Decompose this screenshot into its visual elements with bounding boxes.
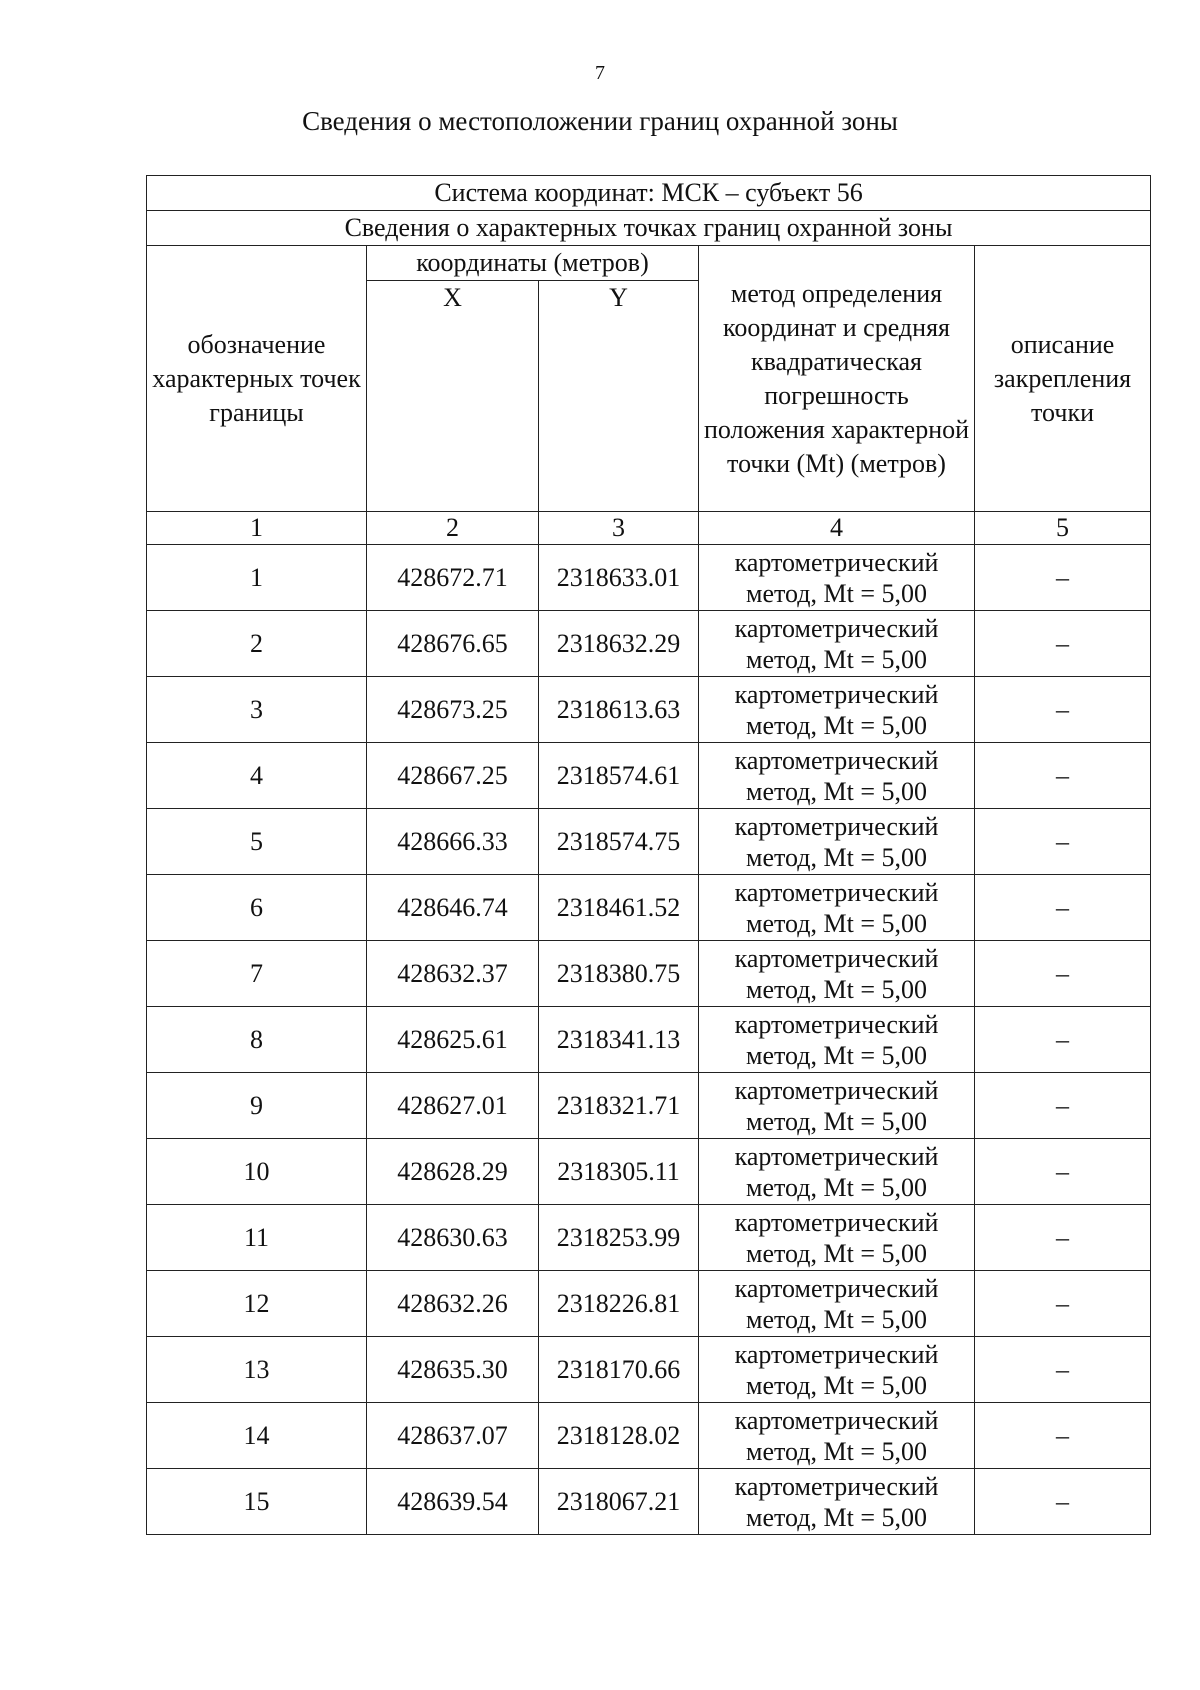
column-number: 3 <box>539 512 699 545</box>
description-cell: – <box>975 809 1151 875</box>
table-row <box>147 1337 1151 1403</box>
coordinate-system-row: Система координат: МСК – субъект 56 <box>147 176 1151 211</box>
table-row <box>147 1205 1151 1271</box>
coord-x-cell: 428635.30 <box>367 1337 539 1403</box>
method-cell <box>699 1205 975 1271</box>
method-line-2: метод, Mt = 5,00 <box>746 1304 927 1334</box>
coord-y-cell: 2318170.66 <box>539 1337 699 1403</box>
method-cell <box>699 677 975 743</box>
coord-y-cell: 2318128.02 <box>539 1403 699 1469</box>
method-line-2: метод, Mt = 5,00 <box>746 1040 927 1070</box>
coord-y-cell: 2318067.21 <box>539 1469 699 1535</box>
coord-x-cell: 428632.37 <box>367 941 539 1007</box>
coord-x-cell: 428673.25 <box>367 677 539 743</box>
method-line-1: картометрический <box>734 1009 939 1039</box>
point-number-cell: 7 <box>147 941 367 1007</box>
method-line-1: картометрический <box>734 547 939 577</box>
description-cell: – <box>975 743 1151 809</box>
coord-x-cell: 428646.74 <box>367 875 539 941</box>
coord-y-cell: 2318380.75 <box>539 941 699 1007</box>
coord-y-cell: 2318574.75 <box>539 809 699 875</box>
method-cell <box>699 1403 975 1469</box>
method-cell <box>699 545 975 611</box>
coord-x-cell: 428667.25 <box>367 743 539 809</box>
method-cell <box>699 1337 975 1403</box>
point-number-cell: 11 <box>147 1205 367 1271</box>
method-line-1: картометрический <box>734 1141 939 1171</box>
method-cell <box>699 1469 975 1535</box>
coord-x-cell: 428637.07 <box>367 1403 539 1469</box>
point-number-cell: 14 <box>147 1403 367 1469</box>
method-cell <box>699 743 975 809</box>
coord-y-cell: 2318305.11 <box>539 1139 699 1205</box>
method-line-2: метод, Mt = 5,00 <box>746 974 927 1004</box>
point-number-cell: 12 <box>147 1271 367 1337</box>
column-number: 4 <box>699 512 975 545</box>
method-line-2: метод, Mt = 5,00 <box>746 1238 927 1268</box>
point-number-cell: 15 <box>147 1469 367 1535</box>
point-number-cell: 6 <box>147 875 367 941</box>
point-number-cell: 4 <box>147 743 367 809</box>
description-cell: – <box>975 1073 1151 1139</box>
method-cell <box>699 611 975 677</box>
method-line-2: метод, Mt = 5,00 <box>746 1172 927 1202</box>
table-row <box>147 1007 1151 1073</box>
method-line-2: метод, Mt = 5,00 <box>746 776 927 806</box>
header-description: описание закрепления точки <box>975 246 1151 512</box>
method-line-2: метод, Mt = 5,00 <box>746 1502 927 1532</box>
method-line-2: метод, Mt = 5,00 <box>746 1436 927 1466</box>
method-cell <box>699 1271 975 1337</box>
method-line-1: картометрический <box>734 1207 939 1237</box>
description-cell: – <box>975 1271 1151 1337</box>
table-row <box>147 1469 1151 1535</box>
method-line-2: метод, Mt = 5,00 <box>746 644 927 674</box>
description-cell: – <box>975 611 1151 677</box>
method-line-2: метод, Mt = 5,00 <box>746 1106 927 1136</box>
method-line-1: картометрический <box>734 1405 939 1435</box>
method-line-2: метод, Mt = 5,00 <box>746 710 927 740</box>
method-line-1: картометрический <box>734 877 939 907</box>
description-cell: – <box>975 1139 1151 1205</box>
table-row <box>147 1271 1151 1337</box>
method-cell <box>699 1073 975 1139</box>
method-line-1: картометрический <box>734 811 939 841</box>
description-cell: – <box>975 875 1151 941</box>
coord-y-cell: 2318633.01 <box>539 545 699 611</box>
header-coordinates: координаты (метров) <box>367 246 699 281</box>
table-row <box>147 1139 1151 1205</box>
coord-x-cell: 428676.65 <box>367 611 539 677</box>
point-number-cell: 3 <box>147 677 367 743</box>
coord-x-cell: 428632.26 <box>367 1271 539 1337</box>
description-cell: – <box>975 1007 1151 1073</box>
coord-y-cell: 2318613.63 <box>539 677 699 743</box>
coord-y-cell: 2318632.29 <box>539 611 699 677</box>
method-line-2: метод, Mt = 5,00 <box>746 842 927 872</box>
method-line-1: картометрический <box>734 1471 939 1501</box>
coord-y-cell: 2318461.52 <box>539 875 699 941</box>
description-cell: – <box>975 677 1151 743</box>
point-number-cell: 1 <box>147 545 367 611</box>
table-row <box>147 677 1151 743</box>
column-number: 5 <box>975 512 1151 545</box>
column-number: 1 <box>147 512 367 545</box>
method-line-2: метод, Mt = 5,00 <box>746 1370 927 1400</box>
method-cell <box>699 875 975 941</box>
method-cell <box>699 1007 975 1073</box>
method-line-1: картометрический <box>734 1075 939 1105</box>
method-line-1: картометрический <box>734 1339 939 1369</box>
column-numbers-row <box>147 512 1151 545</box>
table-row <box>147 1073 1151 1139</box>
description-cell: – <box>975 1469 1151 1535</box>
coordinates-table <box>146 175 1151 1535</box>
table-row <box>147 1403 1151 1469</box>
method-line-2: метод, Mt = 5,00 <box>746 578 927 608</box>
table-row <box>147 875 1151 941</box>
section-title-row: Сведения о характерных точках границ охранной зоны <box>147 211 1151 246</box>
coord-y-cell: 2318321.71 <box>539 1073 699 1139</box>
table-row <box>147 941 1151 1007</box>
table-row <box>147 611 1151 677</box>
header-designation: обозначение характерных точек границы <box>147 246 367 512</box>
coord-x-cell: 428628.29 <box>367 1139 539 1205</box>
coord-x-cell: 428625.61 <box>367 1007 539 1073</box>
point-number-cell: 5 <box>147 809 367 875</box>
coord-y-cell: 2318574.61 <box>539 743 699 809</box>
point-number-cell: 10 <box>147 1139 367 1205</box>
method-line-1: картометрический <box>734 745 939 775</box>
coord-x-cell: 428672.71 <box>367 545 539 611</box>
document-title: Сведения о местоположении границ охранной зоны <box>302 106 898 136</box>
table-row <box>147 545 1151 611</box>
description-cell: – <box>975 545 1151 611</box>
coord-y-cell: 2318226.81 <box>539 1271 699 1337</box>
description-cell: – <box>975 941 1151 1007</box>
coord-x-cell: 428630.63 <box>367 1205 539 1271</box>
point-number-cell: 13 <box>147 1337 367 1403</box>
method-line-2: метод, Mt = 5,00 <box>746 908 927 938</box>
page-number: 7 <box>595 62 605 84</box>
coord-y-cell: 2318253.99 <box>539 1205 699 1271</box>
column-number: 2 <box>367 512 539 545</box>
method-line-1: картометрический <box>734 613 939 643</box>
method-cell <box>699 941 975 1007</box>
coord-x-cell: 428666.33 <box>367 809 539 875</box>
header-y: Y <box>539 281 699 512</box>
method-line-1: картометрический <box>734 679 939 709</box>
table-row <box>147 743 1151 809</box>
header-method: метод определения координат и средняя квадратическая погрешность положения характерной точки (Mt) (метров) <box>699 246 975 512</box>
method-cell <box>699 809 975 875</box>
coord-x-cell: 428639.54 <box>367 1469 539 1535</box>
coord-x-cell: 428627.01 <box>367 1073 539 1139</box>
description-cell: – <box>975 1403 1151 1469</box>
table-row <box>147 809 1151 875</box>
point-number-cell: 8 <box>147 1007 367 1073</box>
method-cell <box>699 1139 975 1205</box>
method-line-1: картометрический <box>734 1273 939 1303</box>
method-line-1: картометрический <box>734 943 939 973</box>
coord-y-cell: 2318341.13 <box>539 1007 699 1073</box>
description-cell: – <box>975 1205 1151 1271</box>
point-number-cell: 2 <box>147 611 367 677</box>
description-cell: – <box>975 1337 1151 1403</box>
header-x: X <box>367 281 539 512</box>
point-number-cell: 9 <box>147 1073 367 1139</box>
